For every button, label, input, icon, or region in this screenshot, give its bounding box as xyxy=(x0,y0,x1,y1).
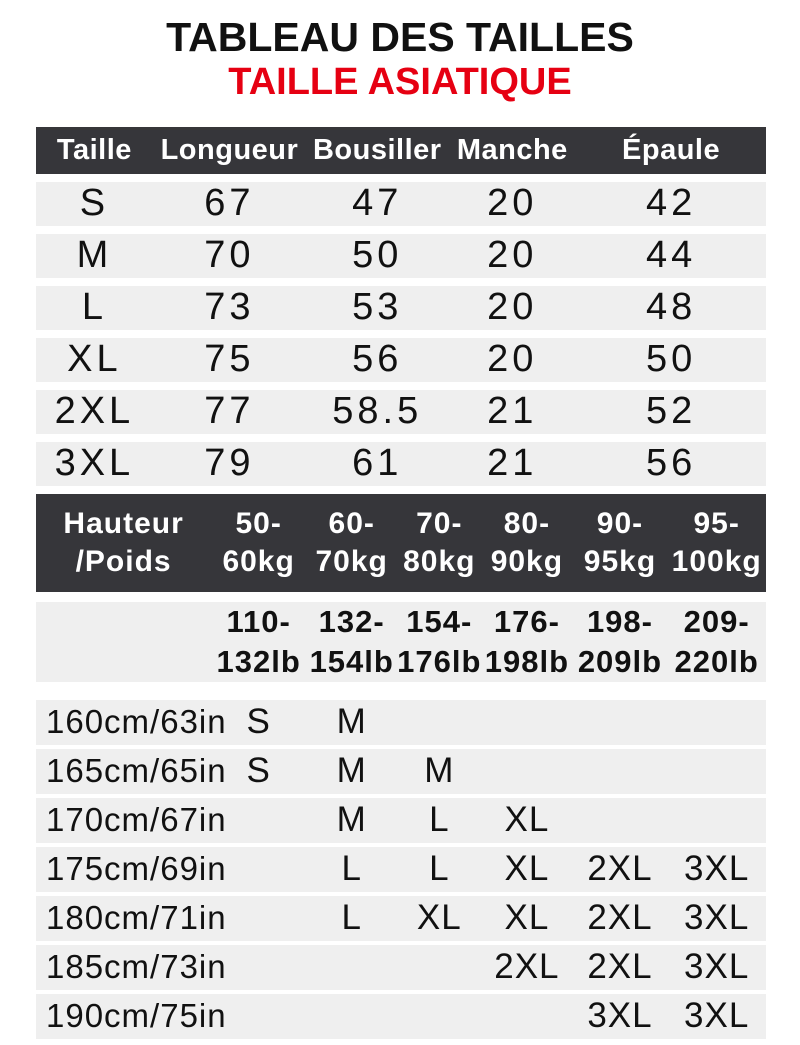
fit-size-cell xyxy=(211,847,306,892)
height-label: 175cm/69in xyxy=(46,850,227,888)
fit-size-cell: L xyxy=(429,849,450,889)
fit-size-cell xyxy=(306,945,397,990)
value-cell: 48 xyxy=(645,286,697,329)
weight-kg-cell: 80- 90kg xyxy=(490,507,564,578)
value-cell: 53 xyxy=(352,286,403,329)
table-row-l xyxy=(36,286,766,330)
fit-row-185 xyxy=(36,945,766,990)
value-cell: 70 xyxy=(204,234,255,277)
weight-lb-row xyxy=(36,602,766,682)
fit-size-cell: XL xyxy=(504,898,550,938)
value-cell: 73 xyxy=(204,286,255,329)
weight-header-row xyxy=(36,494,766,592)
page-header xyxy=(0,16,800,103)
value-cell: 58.5 xyxy=(332,390,423,433)
size-label: L xyxy=(81,286,107,329)
fit-size-cell xyxy=(211,994,306,1039)
fit-size-cell: 2XL xyxy=(587,898,653,938)
fit-size-cell: L xyxy=(341,898,362,938)
fit-row-170 xyxy=(36,798,766,843)
table-row-s xyxy=(36,182,766,226)
table-row-2xl xyxy=(36,390,766,434)
value-cell: 75 xyxy=(204,338,255,381)
fit-size-cell xyxy=(211,945,306,990)
fit-size-cell: 2XL xyxy=(494,947,560,987)
weight-lb-cell: 176- 198lb xyxy=(484,603,570,680)
fit-size-cell: XL xyxy=(416,898,462,938)
fit-row-165 xyxy=(36,749,766,794)
size-label: S xyxy=(79,182,110,225)
fit-size-cell: M xyxy=(336,800,367,840)
value-cell: 52 xyxy=(645,390,697,433)
fit-size-cell xyxy=(397,945,481,990)
size-chart xyxy=(36,127,766,1039)
height-label: 180cm/71in xyxy=(46,899,227,937)
fit-size-cell: 3XL xyxy=(684,996,750,1036)
fit-row-180 xyxy=(36,896,766,941)
fit-size-cell xyxy=(573,749,668,794)
fit-size-cell: 3XL xyxy=(684,898,750,938)
weight-kg-cell: 95- 100kg xyxy=(671,507,762,578)
size-label: M xyxy=(76,234,113,277)
fit-size-cell: 2XL xyxy=(587,849,653,889)
table-row-3xl xyxy=(36,442,766,486)
fit-size-cell: 3XL xyxy=(587,996,653,1036)
header-cell-longueur: Longueur xyxy=(160,133,299,166)
fit-size-cell: XL xyxy=(504,849,550,889)
value-cell: 42 xyxy=(645,182,697,225)
fit-size-cell: L xyxy=(429,800,450,840)
height-label: 190cm/75in xyxy=(46,997,227,1035)
value-cell: 56 xyxy=(645,442,697,485)
value-cell: 21 xyxy=(487,390,538,433)
fit-size-cell: M xyxy=(336,702,367,742)
fit-size-cell: 2XL xyxy=(587,947,653,987)
value-cell: 56 xyxy=(352,338,403,381)
fit-size-cell xyxy=(211,896,306,941)
fit-size-cell xyxy=(667,798,766,843)
fit-size-cell: 3XL xyxy=(684,849,750,889)
header-cell-epaule: Épaule xyxy=(622,133,721,166)
value-cell: 21 xyxy=(487,442,538,485)
weight-lb-cell: 110- 132lb xyxy=(216,603,301,680)
fit-size-cell xyxy=(481,700,572,745)
page-title: TABLEAU DES TAILLES xyxy=(166,14,634,60)
weight-kg-cell: 90- 95kg xyxy=(583,507,657,578)
table-row-xl xyxy=(36,338,766,382)
corner-label-line1: Hauteur xyxy=(63,507,184,541)
height-label: 185cm/73in xyxy=(46,948,227,986)
fit-size-cell: L xyxy=(341,849,362,889)
fit-size-cell xyxy=(667,700,766,745)
fit-size-cell xyxy=(481,749,572,794)
value-cell: 50 xyxy=(352,234,403,277)
fit-size-cell: M xyxy=(336,751,367,791)
height-label: 170cm/67in xyxy=(46,801,227,839)
value-cell: 20 xyxy=(487,286,538,329)
header-cell-bousiller: Bousiller xyxy=(312,133,442,166)
fit-size-cell xyxy=(481,994,572,1039)
fit-size-cell xyxy=(573,798,668,843)
value-cell: 20 xyxy=(487,182,538,225)
fit-row-190 xyxy=(36,994,766,1039)
weight-kg-cell: 60- 70kg xyxy=(315,507,388,578)
value-cell: 67 xyxy=(204,182,255,225)
value-cell: 20 xyxy=(487,338,538,381)
weight-lb-cell: 209- 220lb xyxy=(674,603,759,680)
page-subtitle: TAILLE ASIATIQUE xyxy=(228,61,572,104)
weight-lb-cell: 132- 154lb xyxy=(309,603,394,680)
fit-size-cell xyxy=(667,749,766,794)
weight-lb-cell: 198- 209lb xyxy=(577,603,663,680)
fit-size-cell xyxy=(211,798,306,843)
empty-cell xyxy=(36,602,211,683)
size-label: 3XL xyxy=(54,442,135,485)
fit-size-cell: S xyxy=(246,751,271,791)
value-cell: 44 xyxy=(645,234,697,277)
header-cell-manche: Manche xyxy=(456,133,568,166)
header-cell-taille: Taille xyxy=(56,133,132,166)
corner-label-line2: /Poids xyxy=(75,544,172,578)
height-label: 165cm/65in xyxy=(46,752,227,790)
fit-size-cell xyxy=(306,994,397,1039)
value-cell: 79 xyxy=(204,442,255,485)
size-label: XL xyxy=(67,338,122,381)
value-cell: 50 xyxy=(645,338,697,381)
value-cell: 20 xyxy=(487,234,538,277)
value-cell: 77 xyxy=(204,390,255,433)
weight-kg-cell: 70- 80kg xyxy=(403,507,476,578)
fit-size-cell: M xyxy=(424,751,455,791)
value-cell: 47 xyxy=(352,182,403,225)
measurements-table xyxy=(36,127,766,486)
size-label: 2XL xyxy=(54,390,135,433)
fit-table xyxy=(36,494,766,1039)
measurements-header-row xyxy=(36,127,766,174)
table-row-m xyxy=(36,234,766,278)
fit-size-cell xyxy=(573,700,668,745)
fit-size-cell: XL xyxy=(504,800,550,840)
weight-lb-cell: 154- 176lb xyxy=(397,603,482,680)
fit-size-cell xyxy=(397,700,481,745)
corner-label xyxy=(36,494,211,592)
fit-row-160 xyxy=(36,700,766,745)
fit-row-175 xyxy=(36,847,766,892)
fit-size-cell xyxy=(397,994,481,1039)
fit-size-cell: S xyxy=(246,702,271,742)
height-label: 160cm/63in xyxy=(46,703,227,741)
fit-size-cell: 3XL xyxy=(684,947,750,987)
weight-kg-cell: 50- 60kg xyxy=(222,507,295,578)
value-cell: 61 xyxy=(352,442,403,485)
